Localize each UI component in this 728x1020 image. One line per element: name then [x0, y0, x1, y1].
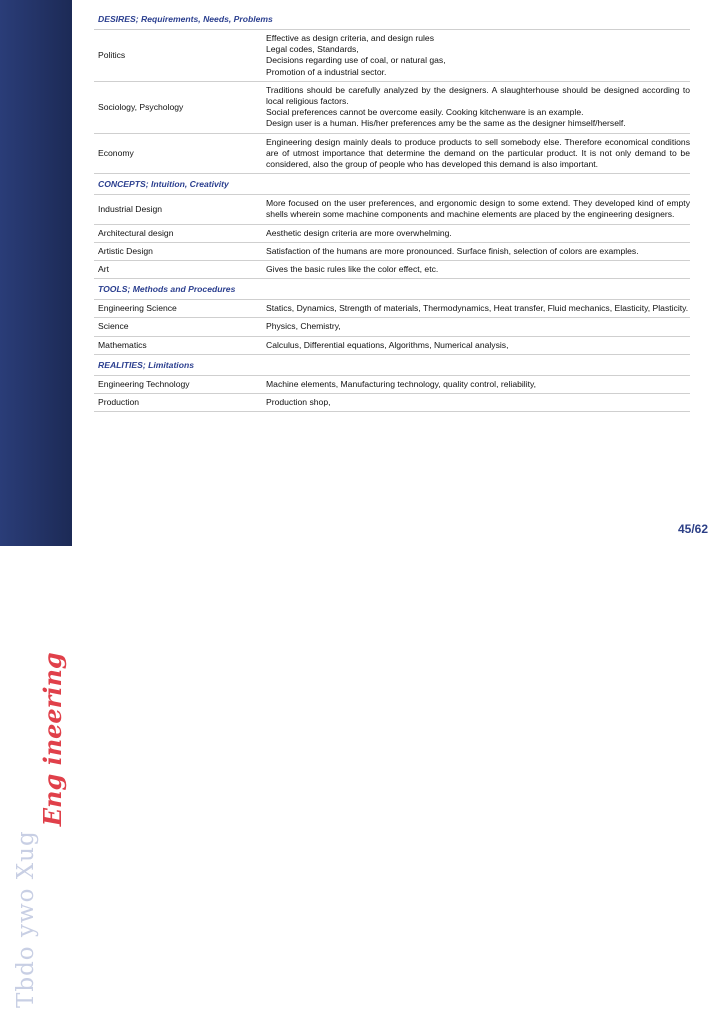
description-line: Production shop, [266, 397, 331, 408]
table-row [94, 82, 690, 133]
row-label: Engineering Science [98, 303, 177, 314]
row-label: Mathematics [98, 339, 147, 350]
table-row [94, 376, 690, 393]
row-label: Industrial Design [98, 203, 163, 214]
sidebar [0, 0, 72, 1008]
row-description [264, 225, 690, 242]
table-row [94, 225, 690, 242]
description-line: Promotion of a industrial sector. [266, 66, 387, 77]
section-subtitle: ; Intuition, Creativity [145, 179, 229, 190]
table-row [94, 300, 690, 317]
row-description [264, 300, 690, 317]
description-line: Physics, Chemistry, [266, 321, 341, 332]
row-description [264, 337, 690, 354]
description-line: Legal codes, Standards, [266, 44, 359, 55]
table-row [94, 243, 690, 260]
table-row [94, 337, 690, 354]
description-line: Gives the basic rules like the color effect, etc. [266, 264, 439, 275]
section-title: DESIRES [98, 14, 136, 24]
row-description [264, 30, 690, 81]
brand-top-text: Tbdo ywo Xug [13, 830, 39, 1008]
section-heading [94, 174, 690, 194]
row-description [264, 376, 690, 393]
row-label: Sociology, Psychology [98, 101, 184, 112]
row-description [264, 243, 690, 260]
row-label: Engineering Technology [98, 378, 190, 389]
description-line: More focused on the user preferences, and ergonomic design to some extend. They developed kind of empty shells wherein some machine components and machine elements are placed by the engineering designers. [266, 198, 690, 220]
description-line: Design user is a human. His/her preferences amy be the same as the designer himself/herself. [266, 118, 626, 129]
section-title: CONCEPTS [98, 179, 146, 190]
row-label: Art [98, 264, 109, 275]
description-line: Machine elements, Manufacturing technology, quality control, reliability, [266, 378, 537, 389]
row-description [264, 82, 690, 133]
table-row [94, 318, 690, 335]
content-table [94, 9, 690, 412]
description-line: Aesthetic design criteria are more overwhelming. [266, 227, 452, 238]
row-label: Economy [98, 147, 134, 158]
description-line: Social preferences cannot be overcome easily. Cooking kitchenware is an example. [266, 107, 584, 118]
table-row [94, 261, 690, 278]
row-label: Architectural design [98, 227, 174, 238]
row-label: Science [98, 321, 129, 332]
row-description [264, 394, 690, 411]
row-divider [94, 411, 690, 412]
description-line: Traditions should be carefully analyzed by the designers. A slaughterhouse should be designed according to local religious factors. [266, 84, 690, 107]
description-line: Decisions regarding use of coal, or natural gas, [266, 55, 446, 66]
section-heading [94, 279, 690, 299]
description-line: Effective as design criteria, and design rules [266, 33, 434, 43]
page-number: 45/62 [677, 522, 708, 536]
section-subtitle: ; Limitations [142, 359, 194, 370]
section-title: TOOLS [98, 284, 128, 295]
description-line: Statics, Dynamics, Strength of materials, Thermodynamics, Heat transfer, Fluid mechanics, Elasticity, Plasticity. [266, 303, 689, 314]
section-title: REALITIES [98, 359, 143, 370]
table-row [94, 30, 690, 81]
description-line: Calculus, Differential equations, Algorithms, Numerical analysis, [266, 339, 509, 350]
table-row [94, 394, 690, 411]
brand-bottom-text: Eng ineering [37, 652, 67, 827]
table-row [94, 134, 690, 174]
description-line: Engineering design mainly deals to produce products to sell somebody else. Therefore economical conditions are of utmost importance that determine the demand on the particular product. It is not only demand to be considered, also the group of people who has developed this demand is also important. [266, 136, 690, 170]
row-description [264, 134, 690, 174]
row-description [264, 261, 690, 278]
row-label: Production [98, 397, 140, 408]
section-heading [94, 355, 690, 375]
row-label: Politics [98, 49, 126, 60]
section-subtitle: ; Methods and Procedures [127, 284, 236, 295]
section-subtitle: ; Requirements, Needs, Problems [135, 14, 273, 24]
sidebar-brand [0, 474, 72, 1020]
table-row [94, 195, 690, 223]
section-heading [94, 9, 690, 29]
row-description [264, 318, 690, 335]
row-description [264, 195, 690, 223]
description-line: Satisfaction of the humans are more pronounced. Surface finish, selection of colors are examples. [266, 245, 639, 256]
row-label: Artistic Design [98, 245, 153, 256]
